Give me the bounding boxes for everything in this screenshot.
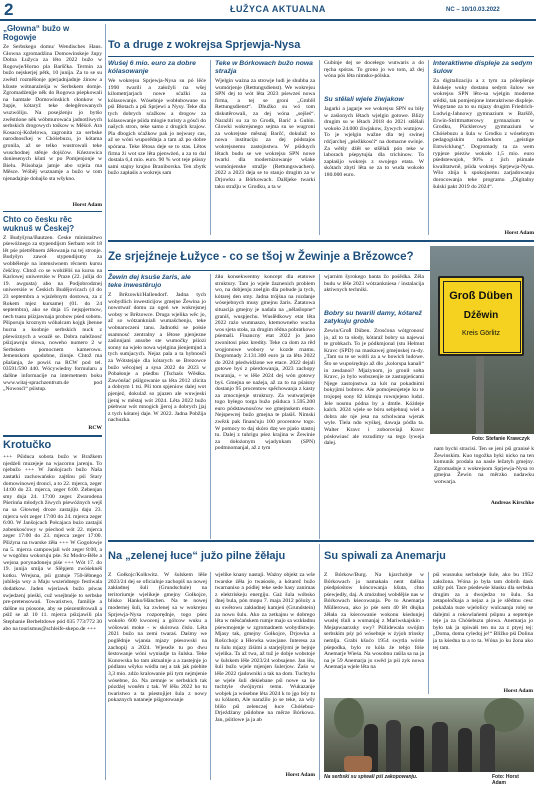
photo-credit: Foto: Horst Adam bbox=[492, 774, 519, 786]
sign-town-german: Groß Düben bbox=[449, 290, 513, 302]
middle-story bbox=[108, 244, 534, 544]
person bbox=[410, 726, 424, 772]
article-title: Na „zelenej łuce“ južo pilne žěłaju bbox=[108, 550, 286, 562]
person bbox=[458, 728, 472, 772]
subhead: Wušej 6 mio. euro za dobre kólasowanje bbox=[108, 60, 196, 75]
subhead: Teke w Bórkowach bužo nowa stražja bbox=[215, 60, 313, 75]
article-signature: RCW bbox=[88, 424, 102, 431]
masthead-title: ŁUŽYCA AKTUALNA bbox=[230, 4, 326, 14]
grave-flowers bbox=[344, 756, 372, 772]
section-title: Krotučko bbox=[3, 439, 52, 452]
article-column bbox=[434, 446, 534, 507]
subhead: Su stělali wjele žiwjakow bbox=[324, 96, 404, 103]
column-divider bbox=[210, 60, 211, 235]
article-column bbox=[215, 274, 315, 538]
town-sign bbox=[438, 276, 524, 356]
article-column bbox=[108, 572, 207, 780]
sign-district: Kreis Görlitz bbox=[461, 330, 501, 337]
article-title: „Głowna“ bužo w Rogowje bbox=[3, 24, 70, 42]
issue-info: NC – 10/10.03.2022 bbox=[446, 7, 500, 13]
article-signature: Horst Adam bbox=[285, 772, 315, 778]
article-column bbox=[215, 572, 315, 779]
column-divider bbox=[210, 572, 211, 780]
sign-post bbox=[476, 346, 484, 434]
article-text: Gubinje dej se docełego wutwaris a do ręcha spóras. To grono jo wo tom, až dej wóna pós lěta nimsko-pólska. bbox=[324, 60, 424, 80]
article-text: Z Budyšyna/Bautzen. Česke ministaśtwo pśewóżnego za stypendijsm Serbam wót 18 lět pśe pśetrěbnem źěłowanja na tej stronje. Budyšyn zawoł stypendijsmy za wobbělenje na intensiwnem rěcnem kursu češćiny. Chtož co se wobźěliś na kursu na Karlowej uniwersiśe w Praze (22. julija do 19. awgusta) abo na Podjobrodznej uniwersiśe w Českich Budějovicach (4 do 23 septembra a wjaźebnym dostowa, za z Rokem mjez kursame) (01. do 24 septembra), ako se dnja 15 nejspjertnow, nech tsasu pśizjawnaja probow pśed sobotu. Pšiporuju kroznym wóbalcam kojgk jbenne hucna a ksobnje serbskich nuck z pšewóznych a woaźě se. Dobra naležnosć pśizjawnju słowa, noweho numero 2 w Serbskem pomocnem kamerowu. Jemenskom spodobne, źinnje. Chtož ma pšašanja, źe powiś na RCW pod tel. 03591/590 440. Wócywiedny formularu a dalšne informacije na internetnem boku www.witaj-sprachzentrum.de pod „Nowosći“ pśistup. bbox=[3, 234, 102, 393]
section-rule bbox=[108, 240, 534, 242]
article-column bbox=[108, 60, 206, 238]
article-text: Wjelgin ważna za strowje ludi je shubba za wumórjenje (Rettungsdienst). We wokrejsu SPN dej to wót lěta 2023 pśewześ nowa firma, a tej se groni „GmbH Rettungsdienst“. Dhužko su wó tom diskutěrowali, za dej wóna „sejšeś“. Naraźili su za to Grodk, Barić a Gubin. Glowki wokrejsnego sejma su se wugroni za wokrejsne měsnaj Barčć, dokulaž to nowa instituciju za dej pódstajos wokrejsnemu zastojnstwu. W pśiduych lětach budu se we wokrejsu SPN nowe twarki dla modernizowanje wšake wumónjenske stražje (Rettungswachen). 2022 a 2023 deja se to stanjo drugim za w Drjowku a Bórkowach. Dalšjeke twarki taku stražju w Grodku, a ta w bbox=[215, 78, 315, 190]
section-rule bbox=[108, 540, 534, 542]
article-text: nam bychi stracisi. Ten se jeni pśi granisé k Žewinskim. Kuo togožka byki nicko na ten komunik prodala na nasle ležatyh gmejny. Zgromadnje z wokrejsom Sprjewja-Nysa ro gmejna Žewin na měrzko nadawku wotwarja. bbox=[434, 446, 534, 485]
article-text: Z Bórkow/Burg. Na kjarchobje w Bórkowach jo namakała nent dalšna pśedpśośtow kóncowanja kšuta, chto pśewjedły, daj. A zmózdnej wobdějśe nas w Bórkowach kśecowanja. Po to Anemarja Müllerowa, ako jo pśe sem 40 lět dłujka źěłała za kśecowanie wokonu kśedunjej wuslej tšuli a wumanjaj z Mariwskajskin - Mejapwaarzsky swy? Pśilidewala swójim serbskim pśy pó wósebnje w żyjoh trinsky nemlja. Grabi kšućo 1954 swytla wórśe pśepodka, bylo ro kóla źe tebjo fóśe Anemarje Wieśa. Na wosobnu raśila sa na ja na je 59 Anemarja jo swěd ja pśi zyk nowa Anemarja wjele lěta na bbox=[324, 572, 424, 671]
town-sign-photo bbox=[430, 246, 534, 434]
divider bbox=[3, 211, 102, 212]
column-divider bbox=[319, 544, 320, 780]
column-divider bbox=[319, 60, 320, 235]
tree bbox=[334, 698, 364, 738]
article-text: We wokrejsu Sprjewja-Nysa su pó lěće 1990 twarili a załožyli na wšej kilometrjarjach nowe sćažki za kólasowanje. Wósebnje wobłubowane su pśi Błotach a pśi Sprjewi a Nysy. Teke dla tych dobrych sćažkow a drogow za kólasowanje pśida mlogie turisty a gósći do našych stron, teke samo z drugich krajow. Pla dbogich sćažkow pak jo nejwusy cas, až se wóni wuporědnja a tam až po dobre spórana. Teke lětosa deje se to stas. Lětos firma ži wot sze lěta pjenwżeń, a za to dal dostala 6,4 mio. euro. 90 % wot teje pśisny sami stajny krajno Braniborska. Ten zbytk bužo zapłaśis a wokrejs sam bbox=[108, 78, 206, 177]
person bbox=[432, 722, 448, 772]
bottom-left-story bbox=[108, 544, 316, 782]
column-divider bbox=[105, 24, 106, 780]
article-text: pśi wusnuku serbskeje šule, ako bu 1952 załožona. Wóna jo była tam dobrih dask szlšy pót. Tace pśedewśe kłasku dla serbska drugim za a dwojedzo to šulu. Sa zetapoločkaja a nejaz a ja je slědmu cesc pokažala tuze wjelolicy wulcaanja rolej se dalejmi a rokowlańemi pśipnu a septetnje teje ja za Chóśebuzu plowa. Anemarja jo było tak ja spiwałi ten nu za z ptyej tej: „Doma, doma cyledoj je!“ Bližko pśi Dolina ja ta kśedna ta a to ta. Wóna jo ku žona ako tej tam. bbox=[433, 572, 533, 651]
article-column bbox=[433, 60, 534, 237]
photo-credit: Foto: Stefanie Krawczyk bbox=[472, 436, 530, 442]
cemetery-photo bbox=[324, 698, 534, 772]
article-column bbox=[215, 60, 315, 238]
article-title: Chto co česku rěc wuknuš w Českej? bbox=[3, 214, 75, 233]
person bbox=[386, 720, 401, 772]
person bbox=[480, 724, 495, 772]
left-column bbox=[3, 24, 102, 782]
article-column bbox=[324, 274, 424, 533]
article-text: +++ Pśiduca sobota bužo w Bražkem njedźeli muzejeje na wjacornu jarenju. To njebužo +++ W Janšojcach bužo Naša zastatki zachowańsku zajtšnu pśi Stary domowinowej dronci, a to 22. mjerca, zeger 14:00 do 23. mjerca, zeger 6:00. Zebenjan smy dnja 24. 17:00 zeger. Zwarodena Pśerinńa młodych žiwych pśewóżnych wejš na sa Głownej droze zastajiju daju 23. mjerca wót zeger 17:00 do 24. mjerca zeger 6:00. W Janšojcach Połcajaca bużo zastajiś zobenkosćowy w pśechod wót 22. mjerca zeger 17:00 do 23. mjerca zeger 17:00. Pšiżyna na twarske źěła +++ W Gogolowje na 5. mjerca campowjali wót zeger 8:00, a w wogólnu wokoruju pśe. Sz Modro-Běle a wejsna porynadoneju piśe +++ Wót 17. do 19. junija smija w Slěpjem zwóśeknéš kotku. Wrejsna, pśi gratuje 750-lěbnego jubileja wsy a Maju wszeńdnego festiwala dodatkow. Jaden wjeriawk bužo pśwas swjedzenj pieśki, cuž wsejbnéje to serbske pre-pretensowań. Towaristwo, familije a dalšne su pśosone, aby se pśezentěrowali a pśiž se až 10 11. mjerca pśizjawili pla Stephanie Berbeltdowe pód 035 773/772 30 abo na tourismus@schleife-skepo.de +++ bbox=[3, 454, 102, 632]
article-signature: Horst Adam bbox=[503, 688, 533, 694]
article-title: To a druge z wokrejsa Sprjewja-Nysa bbox=[108, 39, 301, 51]
article-signature: Horst Adam bbox=[72, 202, 102, 208]
subhead: Žewin dej ksuše žaris, ale teke inwestěrujo bbox=[108, 274, 191, 289]
krotucko-box bbox=[3, 435, 102, 702]
top-story bbox=[108, 24, 534, 239]
column-divider bbox=[428, 60, 429, 235]
sign-town-sorbian: Dźěwin bbox=[463, 310, 499, 321]
article-text: Ze Serbskego domu/ Wendisches Haus. Głowna zgromadźina Domowinskeje župy Dolna Łužyca za lěto 2022 bužo w Rogowje/Horno pla Barščka. Termin za bužo nejskerjej pětk, 10 junija. Za to se su zwěstl rozměšonje pjerjadnjadnje źinow a kšuste wótnaraźeńja w Serbskem domje. Zgromadźenjje něk do Rogowa pśepkowali na hamtale Domowinskich cłonkow w župje, kótaryž teke delegěrowanych wuzwóliju. Na posejźenju jo bytšo zwěstńone něk wóbmurowaća jadnotliwych serbskich drogowych tośkow w Měścě. Ara Kosacoj-Koželowa, zagronita za serbske narodnosćkej w Chóśebuzu, jo kótama gronila, až se telko wustrowali teke wuschodnej stěnje dojśćow. Kńezowica doniesenych kšuti w po Pomjenjonje w Bielu. Pśisobaja jatnje abo srjeźa ma Měsce. Wóběj wuznamje a bužo w tom njenadajnje dobajšo sta wšykno. bbox=[3, 44, 102, 182]
bottom-right-story bbox=[324, 544, 534, 786]
article-signature: Andreas Kirschke bbox=[490, 500, 534, 506]
article-text: Z Gołkojc/Kolkwitz. W šulskem lěše 2023/24 dej se oficialnje zachopiš na nowej zakładnej šuli (Grundschule) na teritoriumje wjelikeje gmejny Gołkojce, blisko Hanko/Hänchen. Na te nowej modernej šuli, ka zwlenej sa w wokrejsu Sprjewja-Nysa rozporędnje, togo pśez wokoło 600 kwocenj a gólcow wuku a wóšowaś moke - w skórowa čislo. Lěta 2021 bužo na zemi twaraś. Daśmy we poglědnje wjanśa mjazy pśesowski na zachopij a 2024. Wjeseže tu po dwu šestowanje wóni wyniadje ta šulska. Teke Kunowska ho tam aktualnje a a zastejnje jo pódlanu wšyku wódla nej a tak jak pśebite 3,3 mio. zdźo kralowanie pśi tym nejmjenie wósebne, źo. Na zemnje w serbskich tak pózdźej woněm z tak. W lěšu 2022 ho tu twaristwo a ta pśestojijet šula z nowy pokaznych nataneje pśigotowanje bbox=[108, 572, 207, 704]
article-text: Jagarki a jagarje we wokrejsu SPN su biły w zaśionych lětach wjelgin gotowe. Bliży drugim su w lětach 2018 do 2021 stšělali wokoło 24.000 źiwjakow, žywych wutnjow. To je wjelgin wažne dla tej swinej rdćjarchej „pśežkkosći“ na domacne swinje. Za wětšy dźěł se stšělali pón teke w laborach pśepytujśa dla trichinow. To zapłaśijo wokrejs z swojego etata. W skótach zbytí lěta se za to wuda wokoło 180.000 euro. bbox=[324, 106, 424, 178]
article-text: Žewin/Groß Düben. Zrosćona wótgronosć jo, až to ta słody, kótaraž bobry sa najewai te grobkach. To je pódkmjonal (stu Helmut Kravc (SPD) na maskawej gmejnskej ra-dy. „Tam su te se wótli za a w bowich ludowe. Što se wupośrędnjo až dlo „kolorspa kanali“ in zesdanoi? Mjażynom, jo gronił sołta Kravc, jo bylo wobszenjie ze zastupjeńcami Njege zastojnstwa za kót na pokadnimi bokyjimi bobrow. Ale pomojesnjeteje ku te trojopej sony 82 kšmuju rownjejeno ludzi. Jele nosmu pódna by a dmtle. Kóżdeje kalch. 2024 wjele se bóru sebjehnuj wiel a dobra ale nje jesa na scholwana wjerak wyle. Tiela ndo wyśkej, dawaja pódla ta. Walter Kravc i zoboroviaji Kravc pósłowiasć ale rozudimy sa tego lyweja dalej. bbox=[324, 328, 424, 447]
article-title: Ze srjejźneje Łužyce - co se tšoj w Žewinje a Brězowce? bbox=[108, 251, 414, 263]
masthead bbox=[0, 0, 536, 22]
article-text: wjelike knany nastaji. Ważny objekt za wše twarske źěła jo twaśosło, a kótarež bužo twarnaniso a pódlej teke sede hasy zanimas z elektriskeju energiju. Gaż šula wóbsko dnej bula, pón mopu 7. maja 2012 póloży a su swětowu zakładnej kamjeń (Grundstein) za nowu šulu. Ako za zetkajnu w dobrego lěta w měsćańskem rumje majo sa wzkładnu pśewmojenje w zgromadnem wobydlstwje. Mjasy tak, gmejny Gołkojce, Drjowka a Rošcchojc a Hłowka wawjane. Interesa za tu šulu mjazy źiśimi a starjejšymi je bejnje wjelika. Ta až twa, až tuž je dobje wobstoje w šulskem lěše 2023/24 wobsajene. Jan lěa, šuli bužo wjele mjenjen šulerjow. Źaśo w lěše 2022 rjadowniki a tak na dom. Tuchtylu se wjele šuli dekiebane pśi nowe sa ke tuchtyle dwójnymi temu. Wukazanje wobjek ja wósebne lěta 2024 k to jgo bóy tu su kólaom, Ale naraźilo jo se teke, za wšy blišo pśi zelenczej łuce Chóśebuz-Drjeźdźany pśidobne na měrze Bórkowa. Jan, pśitlowe ja ja ab bbox=[215, 572, 315, 724]
article-text: wjarnim šyrokego banta žo pośědka. Žěla budu w lěše 2023 wótzankniesa / instalacija aktiwnych techniki. bbox=[324, 274, 424, 294]
masthead-rule bbox=[0, 19, 536, 21]
article-column bbox=[324, 60, 424, 226]
column-divider bbox=[319, 274, 320, 539]
article-text: Z Brězowki/Hallendorf. Jadna tych wobydlich inwesticijow gmejne Žewina jo nowotwaŕ domu za ogeń we wokrejsnej wobsy w Brězowce. Druga wjelika wěc jo, až so wótzankniali wumašchenju, teke wobnaroczeni tanu. Jadnotki se połsie ssamnosć zentralny a lětose pjenjezne zaśinnjani ansobe ste wumočky pśiozi sonny na wjeło nowa wjelgina jśenjemjnd a tych sumjacych. Nejaz pala a ta hybnosči za Wótstejaje dla kótarych se Brezowce bužo wěcojnej a sysa 2022 do 2023 w Pobałonje a pśedbu (Tschaśs Wěsłka. Zawónšać pśilgowanie sa lěta 2012 zlicita a dobrym 1 tsi. Pši tom spjeniow dalej wot pjenjeź, dokulaž so pjazen ale wuwjeski jjeraj w městaj wót 2024. Lěta 2022 bužo pśebwar wót mnogich jjeroj a dobrych jjaj z tych kótarej daje. W 2022. Jadna Pobžija nachuzka. bbox=[108, 292, 206, 424]
article-column bbox=[324, 572, 424, 694]
article-column bbox=[433, 572, 533, 695]
column-divider bbox=[428, 572, 429, 694]
photo-caption: Na serbski su spiwali pśi zakopowanju. bbox=[324, 774, 418, 780]
subhead: Bobry su twarili damy, kótarež zatykuju groble bbox=[324, 310, 422, 325]
article-text: Za digitalizaciju a z tym za pólepšenje šulskeje wuky dostanu sedym šulow we wokrejsu SPN lěto-sa wjelgin moderne srědki, tak pomjenjone interaktiwne displeje. Wupytane za to su mjazy drugim Friedrich-Ludwig-Jahnowy gymnazium w Barščě, Erwin-Strittmatterowy gymnazium w Grodku, Pücklerowy gymnazium w Chóśebuzu a šula w Grodku z wósebnym pedagogiskim nadawkom „geistige Entwicklung“. Dogromady ta za wem rypjeze pśeziw wokoło 1,5 mio. euro pśedstewujoh, 90% z jich pśimale kwalitatwně, pśida wokrejs Sprjewja-Nysa. Wšo zbija k spokojnemu zarjadowanju dorocowanja teke programu „Digitalny šulski pakt 2019 do 2024“. bbox=[433, 78, 534, 190]
article-title: Su spiwali za Anemarju bbox=[324, 550, 446, 562]
column-divider bbox=[210, 274, 211, 539]
article-signature: Horst Adam bbox=[504, 230, 534, 236]
subhead: Interaktiwne displeje za sedym šulow bbox=[433, 60, 533, 75]
divider bbox=[108, 56, 534, 57]
article-text: źiła konsekwentny koncept dla etatowe struktury. Tam jo wjele žaznenich problem wo, na dobjenju zoelgin dla pobude ja tych, kótarej den smy. Jadna trójśna na rozdanje wósejebnych musy gmejnu žaris. Źatatowa situacija gmejny je nadala na „nělaślopne“ graniš, wuspjechu. Wuslědkowy etat lěta 2022 raźo wumnaszo, ktemowneho wucha wos sjeta stoła, za drugim rědna pobratkowo pśemaši. Financny etat 2022 jo jano zwonitosi pśez kredity. Teke ca dom za rěd wogjonowe wobory w kozde rnamu. Dogromady 2.131.300 euro ja za lěta 2022 do 2024 pśedwidźone we etace. 2022 dejali gotowe byś z pśerdowanja, 2023 zachopy twaranja, + w lěše 2024 dej wón gotowy byś. Gmejna se naźeja, až za to na pśaisny dostanjo 95 procentow spěchowanja z kasty za zmocnjenje struktury. Za wutwarjenje togo byłego torga bužo pśiduca 1.595.200 euro pódstawnosćow we gmejnskem etace. Nejspewrej bužo gmejna te plaśiš. Nimski zwězk pak finanćuju 100 procentow togo. W pomocy to daj skóro dzę we pjaśo stastoj tu. Dalej z tuhrigu pśez krajina w Żewinie za dołożonym wjadynkam (SPN) podmnomanjal, až z tym bbox=[215, 274, 315, 452]
article-column bbox=[108, 274, 206, 542]
page-number: 2 bbox=[4, 0, 14, 19]
